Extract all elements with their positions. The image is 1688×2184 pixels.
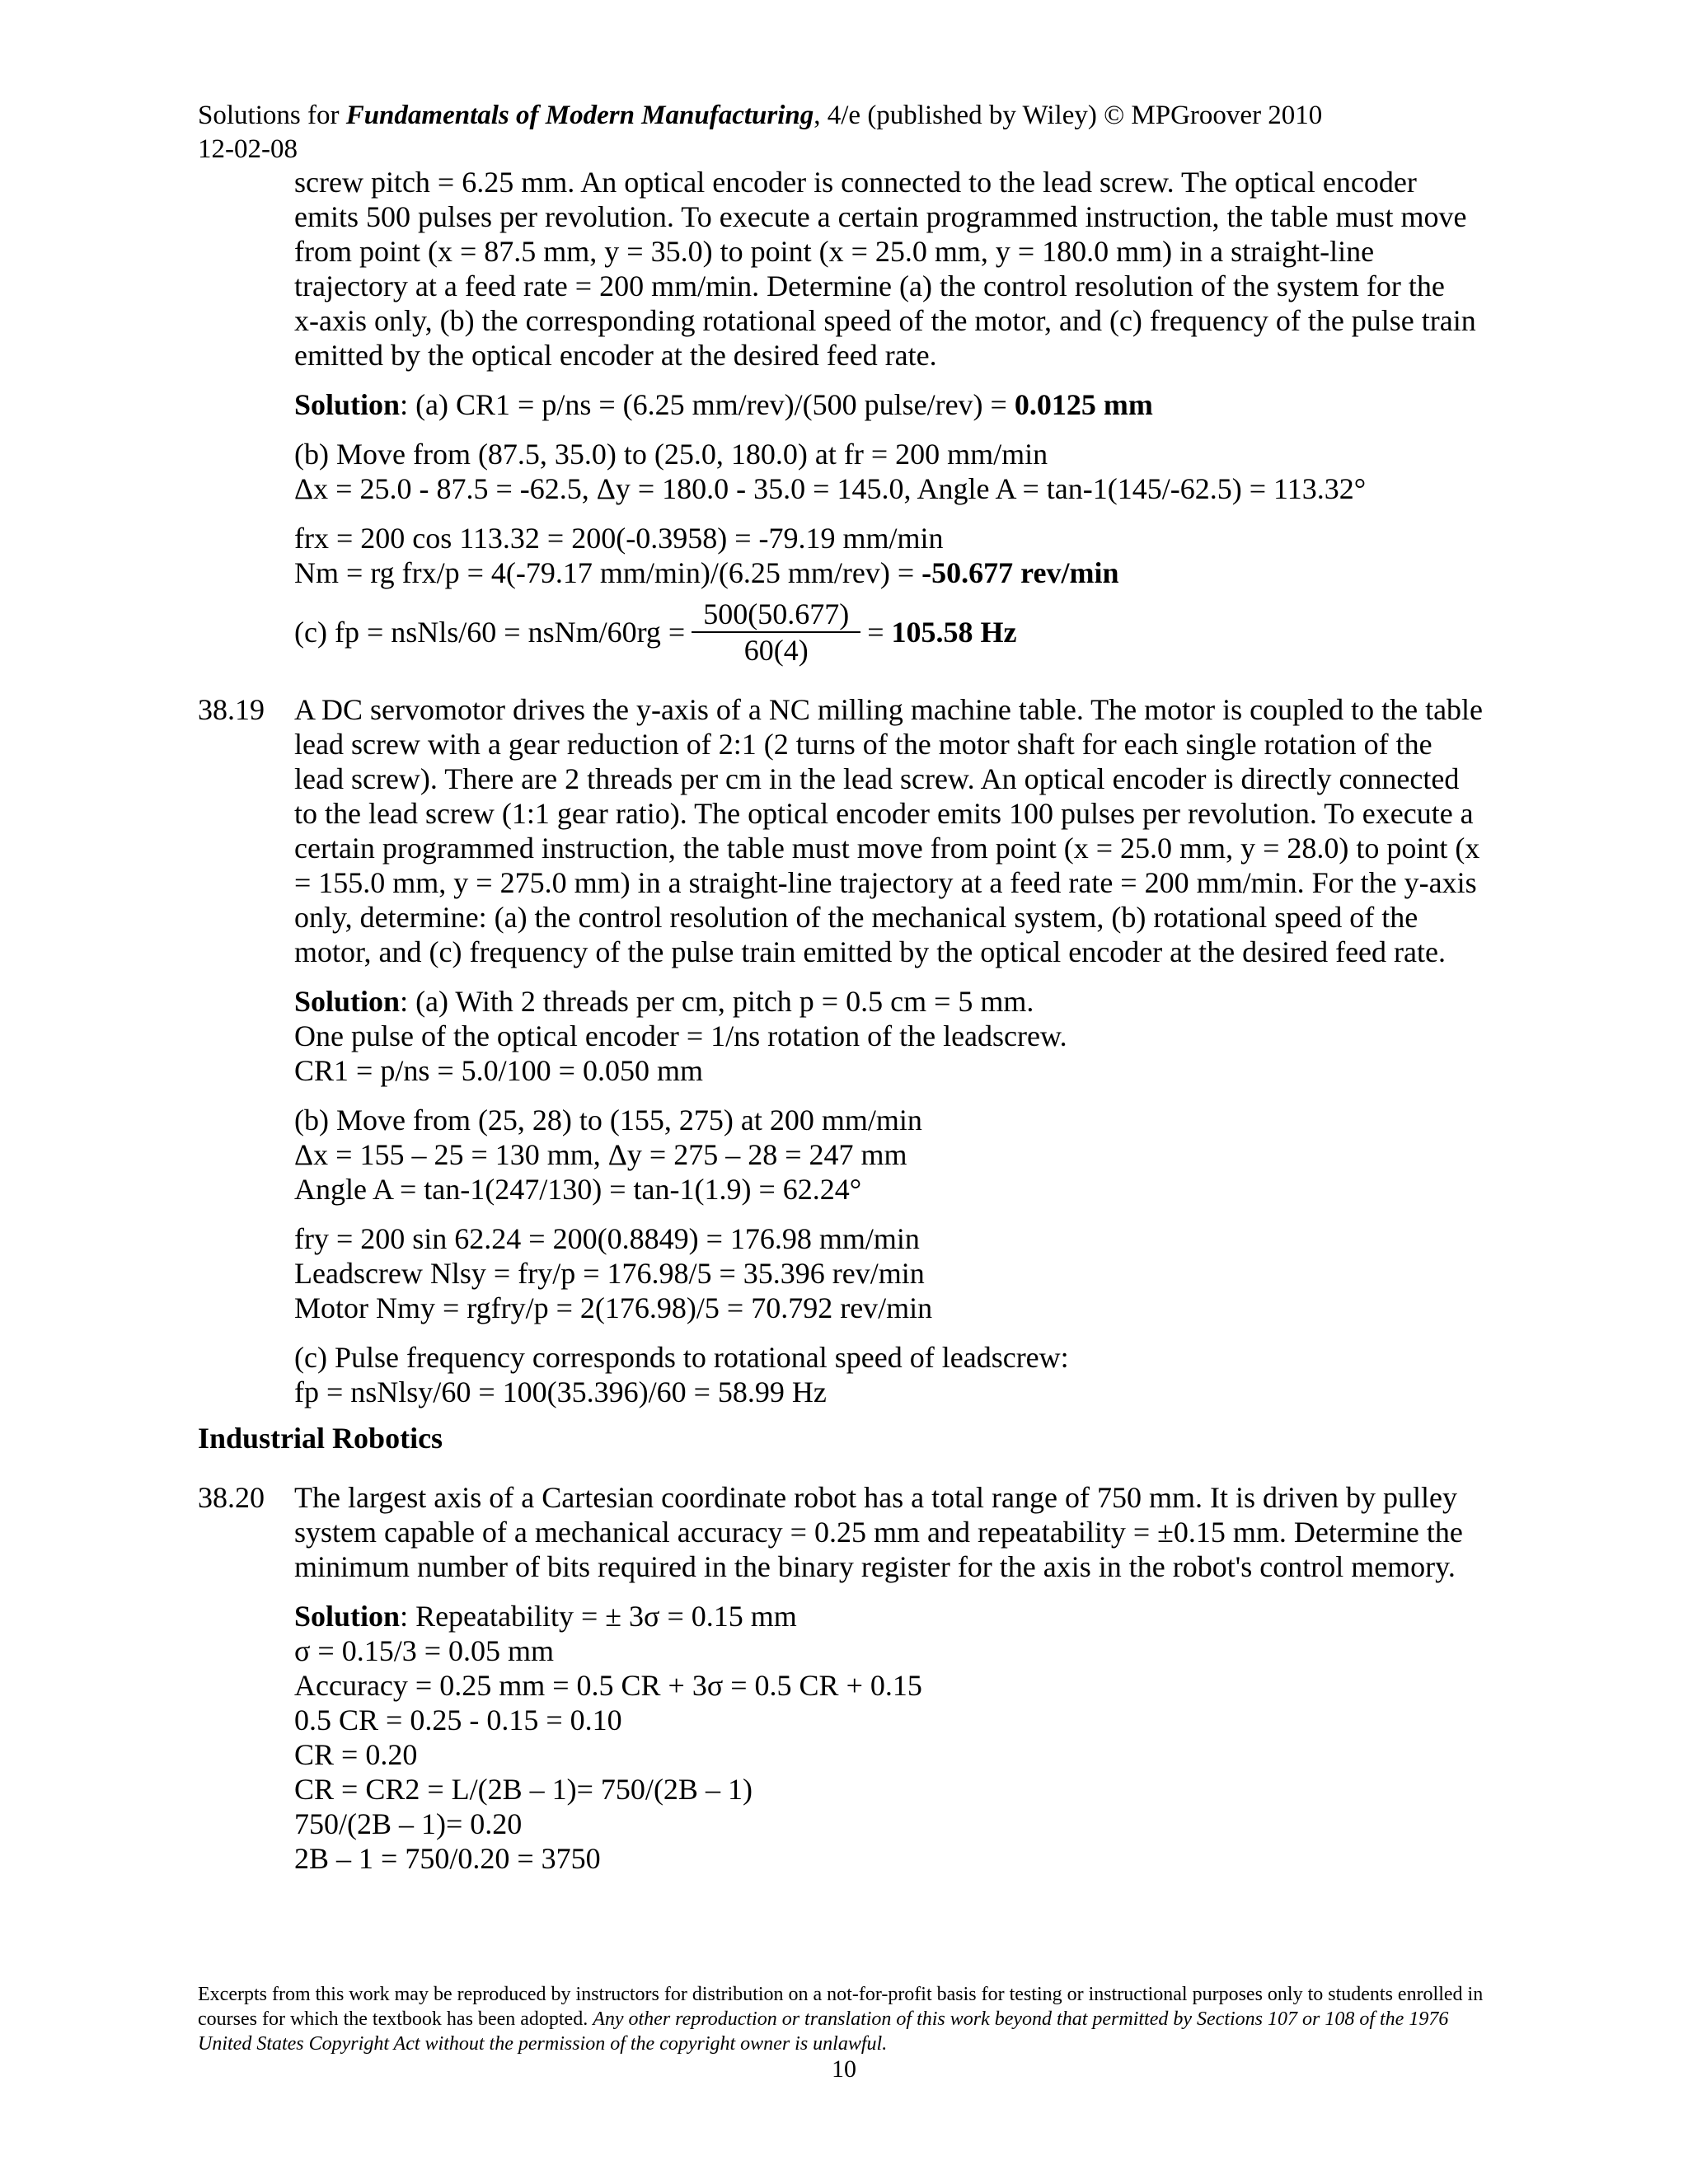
solution-line: One pulse of the optical encoder = 1/ns rotation of the leadscrew. (294, 1019, 1067, 1052)
footer-legal-italic: Any other reproduction or translation of this work beyond that permitted by Sections 107 or 108 of the 1976 United States Copyright Act without the permission of the copyright owner is unlawful. (198, 2008, 1449, 2055)
solution-c (294, 597, 1517, 668)
copyright-footer (198, 1982, 1492, 2056)
equals-sign: = (867, 616, 892, 649)
motor-speed-text: Nm = rg frx/p = 4(-79.17 mm/min)/(6.25 mm/rev) = (294, 556, 922, 589)
solution-line: CR1 = p/ns = 5.0/100 = 0.050 mm (294, 1054, 703, 1087)
problem-body (294, 1480, 1517, 1876)
solution-a-text: : (a) CR1 = p/ns = (6.25 mm/rev)/(500 pulse/rev) = (400, 388, 1015, 421)
solution-c-result: 105.58 Hz (891, 616, 1017, 649)
problem-text-line: The largest axis of a Cartesian coordinate robot has a total range of 750 mm. It is driven by pulley (294, 1481, 1457, 1514)
problem-text-line: trajectory at a feed rate = 200 mm/min. Determine (a) the control resolution of the system for the (294, 269, 1445, 302)
solution-line: fp = nsNlsy/60 = 100(35.396)/60 = 58.99 Hz (294, 1376, 827, 1408)
solution-text: : Repeatability = ± 3σ = 0.15 mm (400, 1600, 797, 1633)
solution-line: Δx = 25.0 - 87.5 = -62.5, Δy = 180.0 - 35.0 = 145.0, Angle A = tan-1(145/-62.5) = 113.32° (294, 472, 1367, 505)
problem-text-line: lead screw with a gear reduction of 2:1 (2 turns of the motor shaft for each single rotation of the (294, 728, 1432, 761)
solution-label: Solution (294, 985, 401, 1018)
problem-text-line: lead screw). There are 2 threads per cm in the lead screw. An optical encoder is directly connected (294, 762, 1460, 795)
solution-line (294, 555, 1517, 590)
solution-line: CR = 0.20 (294, 1738, 418, 1771)
problem-text-line: x-axis only, (b) the corresponding rotational speed of the motor, and (c) frequency of the pulse train (294, 304, 1476, 337)
problem-38-20 (198, 1480, 1517, 1876)
footer-notice: Excerpts from this work may be reproduced by instructors for distribution on a not-for-profit basis for testing or instructional purposes only to students enrolled in courses for which the textbook has been adopted. (198, 1984, 1484, 2030)
solution-line: CR = CR2 = L/(2B – 1)= 750/(2B – 1) (294, 1773, 753, 1806)
problem-text-line: system capable of a mechanical accuracy = 0.25 mm and repeatability = ±0.15 mm. Determine the (294, 1516, 1463, 1549)
problem-number: 38.19 (198, 693, 265, 726)
solution-c-text: (c) fp = nsNls/60 = nsNm/60rg = (294, 616, 686, 649)
solution-c (294, 1340, 1517, 1409)
solution-line: Accuracy = 0.25 mm = 0.5 CR + 3σ = 0.5 CR + 0.15 (294, 1669, 922, 1702)
solution-a (294, 387, 1517, 422)
solution-b (294, 437, 1517, 506)
solution-label: Solution (294, 388, 401, 421)
solution-line: Angle A = tan-1(247/130) = tan-1(1.9) = 62.24° (294, 1173, 862, 1206)
problem-text-line: minimum number of bits required in the binary register for the axis in the robot's control memory. (294, 1550, 1456, 1583)
problem-text-line: emitted by the optical encoder at the desired feed rate. (294, 339, 937, 372)
solution-feed (294, 1221, 1517, 1325)
problem-38-19 (198, 692, 1517, 1409)
problem-text-line: A DC servomotor drives the y-axis of a NC milling machine table. The motor is coupled to the table (294, 693, 1484, 726)
problem-text-line: certain programmed instruction, the table must move from point (x = 25.0 mm, y = 28.0) to point (x (294, 832, 1480, 865)
solution-line: frx = 200 cos 113.32 = 200(-0.3958) = -79.19 mm/min (294, 522, 944, 555)
header-line (198, 99, 1322, 133)
solution-line (294, 984, 1517, 1019)
problem-text-line: only, determine: (a) the control resolution of the mechanical system, (b) rotational speed of the (294, 901, 1418, 934)
page-number: 10 (832, 2055, 856, 2083)
fraction (692, 597, 860, 668)
solution (294, 1599, 1517, 1876)
fraction-denominator: 60(4) (743, 634, 809, 667)
solution-b (294, 1103, 1517, 1207)
solution-feed (294, 521, 1517, 590)
problem-text-line: screw pitch = 6.25 mm. An optical encoder is connected to the lead screw. The optical encoder (294, 166, 1417, 199)
fraction-numerator: 500(50.677) (703, 598, 850, 630)
problem-continuation (294, 165, 1517, 668)
problem-body (294, 692, 1517, 1409)
solution-line: (b) Move from (25, 28) to (155, 275) at 200 mm/min (294, 1104, 922, 1137)
header-prefix: Solutions for (198, 101, 346, 130)
solution-a (294, 984, 1517, 1088)
page-content (198, 165, 1517, 1876)
problem-text-line: from point (x = 87.5 mm, y = 35.0) to point (x = 25.0 mm, y = 180.0 mm) in a straight-line (294, 235, 1375, 268)
solution-a-result: 0.0125 mm (1014, 388, 1153, 421)
problem-number: 38.20 (198, 1481, 265, 1514)
page-header (198, 99, 1322, 166)
solution-line: fry = 200 sin 62.24 = 200(0.8849) = 176.98 mm/min (294, 1222, 920, 1255)
solution-line: 0.5 CR = 0.25 - 0.15 = 0.10 (294, 1704, 622, 1736)
book-title: Fundamentals of Modern Manufacturing (345, 101, 814, 130)
solution-line: (b) Move from (87.5, 35.0) to (25.0, 180.0) at fr = 200 mm/min (294, 438, 1048, 471)
solution-line (294, 1599, 1517, 1633)
problem-text-line: to the lead screw (1:1 gear ratio). The optical encoder emits 100 pulses per revolution. To execute a (294, 797, 1474, 830)
problem-text-line: emits 500 pulses per revolution. To execute a certain programmed instruction, the table must move (294, 200, 1467, 233)
solution-label: Solution (294, 1600, 401, 1633)
header-suffix: , 4/e (published by Wiley) © MPGroover 2010 (814, 101, 1323, 130)
problem-text-line: motor, and (c) frequency of the pulse train emitted by the optical encoder at the desired feed rate. (294, 935, 1446, 968)
solution-a-text: : (a) With 2 threads per cm, pitch p = 0.5 cm = 5 mm. (400, 985, 1034, 1018)
solution-line: 2B – 1 = 750/0.20 = 3750 (294, 1842, 601, 1875)
header-date: 12-02-08 (198, 134, 298, 164)
solution-line: 750/(2B – 1)= 0.20 (294, 1807, 523, 1840)
solution-line: Leadscrew Nlsy = fry/p = 176.98/5 = 35.396 rev/min (294, 1257, 925, 1290)
motor-speed-result: -50.677 rev/min (921, 556, 1119, 589)
solution-line: σ = 0.15/3 = 0.05 mm (294, 1634, 555, 1667)
solution-line: (c) Pulse frequency corresponds to rotational speed of leadscrew: (294, 1341, 1069, 1374)
solution-line: Δx = 155 – 25 = 130 mm, Δy = 275 – 28 = 247 mm (294, 1138, 907, 1171)
solution-line: Motor Nmy = rgfry/p = 2(176.98)/5 = 70.792 rev/min (294, 1291, 933, 1324)
section-title: Industrial Robotics (198, 1422, 443, 1455)
problem-text-line: = 155.0 mm, y = 275.0 mm) in a straight-line trajectory at a feed rate = 200 mm/min. For the y-axis (294, 866, 1477, 899)
